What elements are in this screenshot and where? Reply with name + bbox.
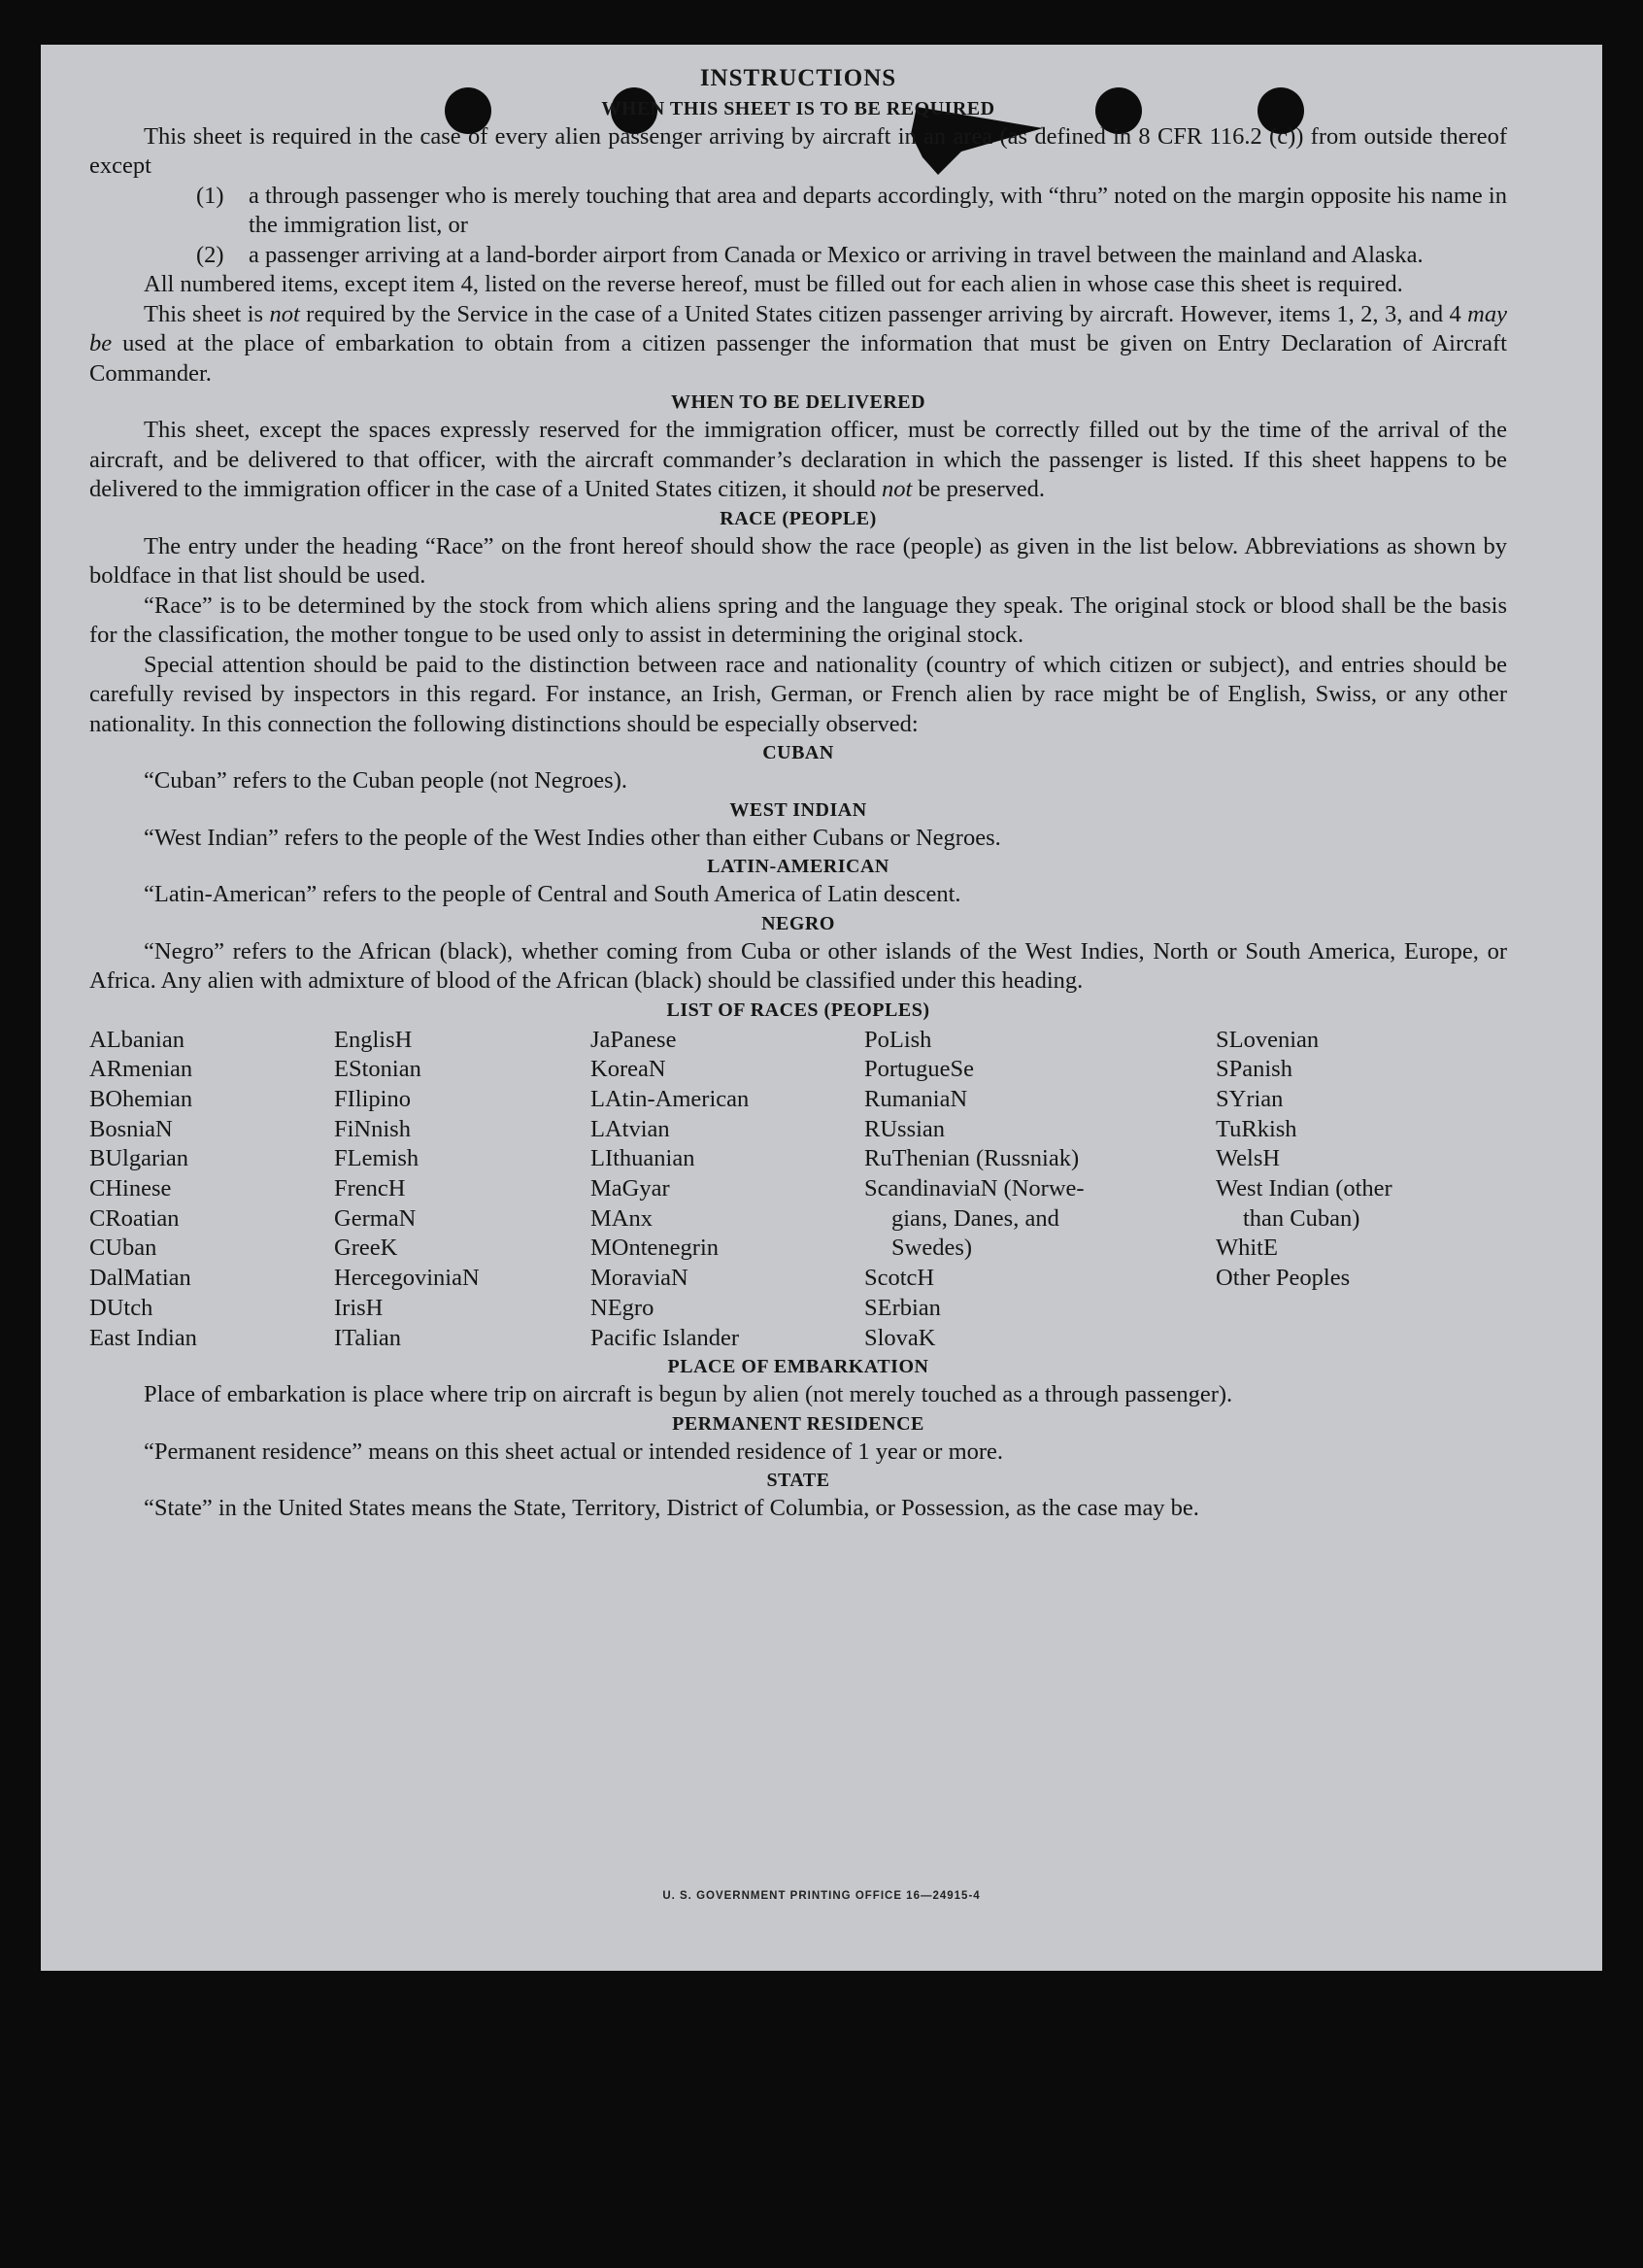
race-entry: Swedes) — [891, 1235, 973, 1262]
race-entry: SPanish — [1216, 1056, 1292, 1083]
paragraph — [89, 300, 1507, 389]
race-entry: GermaN — [334, 1204, 417, 1232]
heading-cuban: CUBAN — [762, 742, 834, 763]
race-entry: CHinese — [89, 1175, 172, 1202]
paragraph: “Cuban” refers to the Cuban people (not Negroes). — [144, 767, 627, 794]
printing-office-footer: U. S. GOVERNMENT PRINTING OFFICE 16—24915-4 — [662, 1890, 981, 1902]
paragraph: All numbered items, except item 4, listed on the reverse hereof, must be filled out for each alien in whose case this sheet is required. — [144, 271, 1403, 297]
item-text: a passenger arriving at a land-border airport from Canada or Mexico or arriving in travel between the mainland and Alaska. — [249, 241, 1424, 268]
paragraph: “State” in the United States means the State, Territory, District of Columbia, or Possession, as the case may be. — [144, 1495, 1199, 1522]
race-entry: than Cuban) — [1243, 1204, 1360, 1232]
race-entry: CRoatian — [89, 1204, 180, 1232]
race-entry: FLemish — [334, 1145, 419, 1172]
paragraph: “Race” is to be determined by the stock from which aliens spring and the language they speak. The original stock or blood shall be the basis for the classification, the mother tongue to be used only to assist in determining the original stock. — [89, 592, 1507, 648]
race-entry: gians, Danes, and — [891, 1204, 1059, 1232]
heading-list-of-races: LIST OF RACES (PEOPLES) — [666, 999, 930, 1021]
race-entry: DUtch — [89, 1294, 153, 1321]
race-entry: LIthuanian — [590, 1145, 695, 1172]
race-entry: KoreaN — [590, 1056, 666, 1083]
race-entry: DalMatian — [89, 1265, 191, 1292]
text-run: required by the Service in the case of a United States citizen passenger arriving by aircraft. However, items 1, 2, 3, and 4 — [299, 300, 1468, 327]
paragraph: “West Indian” refers to the people of the West Indies other than either Cubans or Negroes. — [144, 824, 1001, 851]
race-entry: FrencH — [334, 1175, 406, 1202]
race-entry: RUssian — [864, 1115, 946, 1142]
race-entry: LAtin-American — [590, 1085, 750, 1112]
race-entry: PoLish — [864, 1026, 932, 1053]
races-list — [89, 1026, 1507, 1354]
paragraph: “Negro” refers to the African (black), whether coming from Cuba or other islands of the West Indies, North or South America, Europe, or Africa. Any alien with admixture of blood of the African (black) should be classified under this heading. — [89, 937, 1507, 994]
race-entry: BUlgarian — [89, 1145, 189, 1172]
paragraph: “Permanent residence” means on this sheet actual or intended residence of 1 year or more. — [144, 1438, 1004, 1465]
races-column — [334, 1026, 590, 1354]
emphasis: not — [269, 300, 300, 327]
race-entry: ScotcH — [864, 1265, 935, 1292]
race-entry: East Indian — [89, 1324, 197, 1351]
item-text: a through passenger who is merely touching that area and departs accordingly, with “thru” noted on the margin opposite his name in the immigration list, or — [249, 182, 1507, 238]
race-entry: BosniaN — [89, 1115, 173, 1142]
heading-west-indian: WEST INDIAN — [729, 798, 867, 821]
race-entry: EnglisH — [334, 1026, 413, 1053]
text-run: This sheet is — [144, 300, 270, 327]
paragraph: The entry under the heading “Race” on the front hereof should show the race (people) as given in the list below. Abbreviations as shown by boldface in that list should be used. — [89, 532, 1507, 589]
race-entry: BOhemian — [89, 1085, 193, 1112]
race-entry: IrisH — [334, 1294, 384, 1321]
race-entry: PortugueSe — [864, 1056, 974, 1083]
race-entry: MaGyar — [590, 1175, 670, 1202]
race-entry: FiNnish — [334, 1115, 411, 1142]
race-entry: ALbanian — [89, 1026, 184, 1053]
heading-state: STATE — [766, 1470, 830, 1492]
instructions-content — [89, 64, 1507, 1524]
item-number: (1) — [196, 182, 224, 209]
races-column — [864, 1026, 1216, 1354]
race-entry: TuRkish — [1216, 1115, 1297, 1142]
race-entry: SYrian — [1216, 1085, 1284, 1112]
race-entry: WelsH — [1216, 1145, 1281, 1172]
race-entry: Other Peoples — [1216, 1265, 1351, 1292]
heading-permanent-residence: PERMANENT RESIDENCE — [672, 1412, 924, 1435]
emphasis: not — [881, 476, 913, 502]
list-item — [89, 182, 1507, 241]
race-entry: ScandinaviaN (Norwe- — [864, 1175, 1085, 1202]
races-column — [89, 1026, 334, 1354]
heading-embarkation: PLACE OF EMBARKATION — [667, 1356, 929, 1378]
text-run: used at the place of embarkation to obtain from a citizen passenger the information that must be given on Entry Declaration of Aircraft Commander. — [89, 330, 1507, 387]
text-run: be preserved. — [912, 476, 1046, 502]
race-entry: ARmenian — [89, 1056, 193, 1083]
race-entry: FIlipino — [334, 1085, 411, 1112]
race-entry: RumaniaN — [864, 1085, 968, 1112]
heading-race: RACE (PEOPLE) — [720, 507, 877, 529]
paragraph: “Latin-American” refers to the people of Central and South America of Latin descent. — [144, 881, 961, 907]
emphasis: may be — [89, 300, 1507, 356]
race-entry: GreeK — [334, 1235, 398, 1262]
page-title: INSTRUCTIONS — [699, 65, 897, 91]
text-run: This sheet, except the spaces expressly reserved for the immigration officer, must be correctly filled out by the time of the arrival of the aircraft, and be delivered to that officer, with the aircraft commander’s declaration in which the passenger is listed. If this sheet happens to be delivered to the immigration officer in the case of a United States citizen, it should — [89, 417, 1507, 502]
race-entry: MoraviaN — [590, 1265, 688, 1292]
race-entry: MAnx — [590, 1204, 653, 1232]
race-entry: LAtvian — [590, 1115, 670, 1142]
race-entry: West Indian (other — [1216, 1175, 1392, 1202]
race-entry: JaPanese — [590, 1026, 677, 1053]
races-column — [590, 1026, 864, 1354]
race-entry: RuThenian (Russniak) — [864, 1145, 1080, 1172]
paragraph: Special attention should be paid to the distinction between race and nationality (country of which citizen or subject), and entries should be carefully revised by inspectors in this regard. For instance, an Irish, German, or French alien by race might be of English, Swiss, or any other nationality. In this connection the following distinctions should be especially observed: — [89, 651, 1507, 737]
race-entry: SLovenian — [1216, 1026, 1320, 1053]
race-entry: NEgro — [590, 1294, 654, 1321]
race-entry: Pacific Islander — [590, 1324, 740, 1351]
paragraph: Place of embarkation is place where trip on aircraft is begun by alien (not merely touched as a through passenger). — [144, 1381, 1233, 1408]
heading-latin-american: LATIN-AMERICAN — [707, 856, 889, 877]
heading-when-delivered: WHEN TO BE DELIVERED — [670, 391, 926, 413]
race-entry: SErbian — [864, 1294, 941, 1321]
race-entry: HercegoviniaN — [334, 1265, 480, 1292]
heading-negro: NEGRO — [761, 912, 835, 934]
race-entry: SlovaK — [864, 1324, 936, 1351]
race-entry: EStonian — [334, 1056, 421, 1083]
race-entry: ITalian — [334, 1324, 402, 1351]
race-entry: CUban — [89, 1235, 157, 1262]
paragraph: This sheet is required in the case of every alien passenger arriving by aircraft in an area (as defined in 8 CFR 116.2 (c)) from outside thereof except — [89, 122, 1507, 179]
list-item — [89, 241, 1507, 271]
race-entry: WhitE — [1216, 1235, 1278, 1262]
heading-when-required: WHEN THIS SHEET IS TO BE REQUIRED — [601, 97, 995, 119]
race-entry: MOntenegrin — [590, 1235, 719, 1262]
paragraph — [89, 416, 1507, 505]
races-column — [1216, 1026, 1507, 1354]
item-number: (2) — [196, 241, 224, 268]
